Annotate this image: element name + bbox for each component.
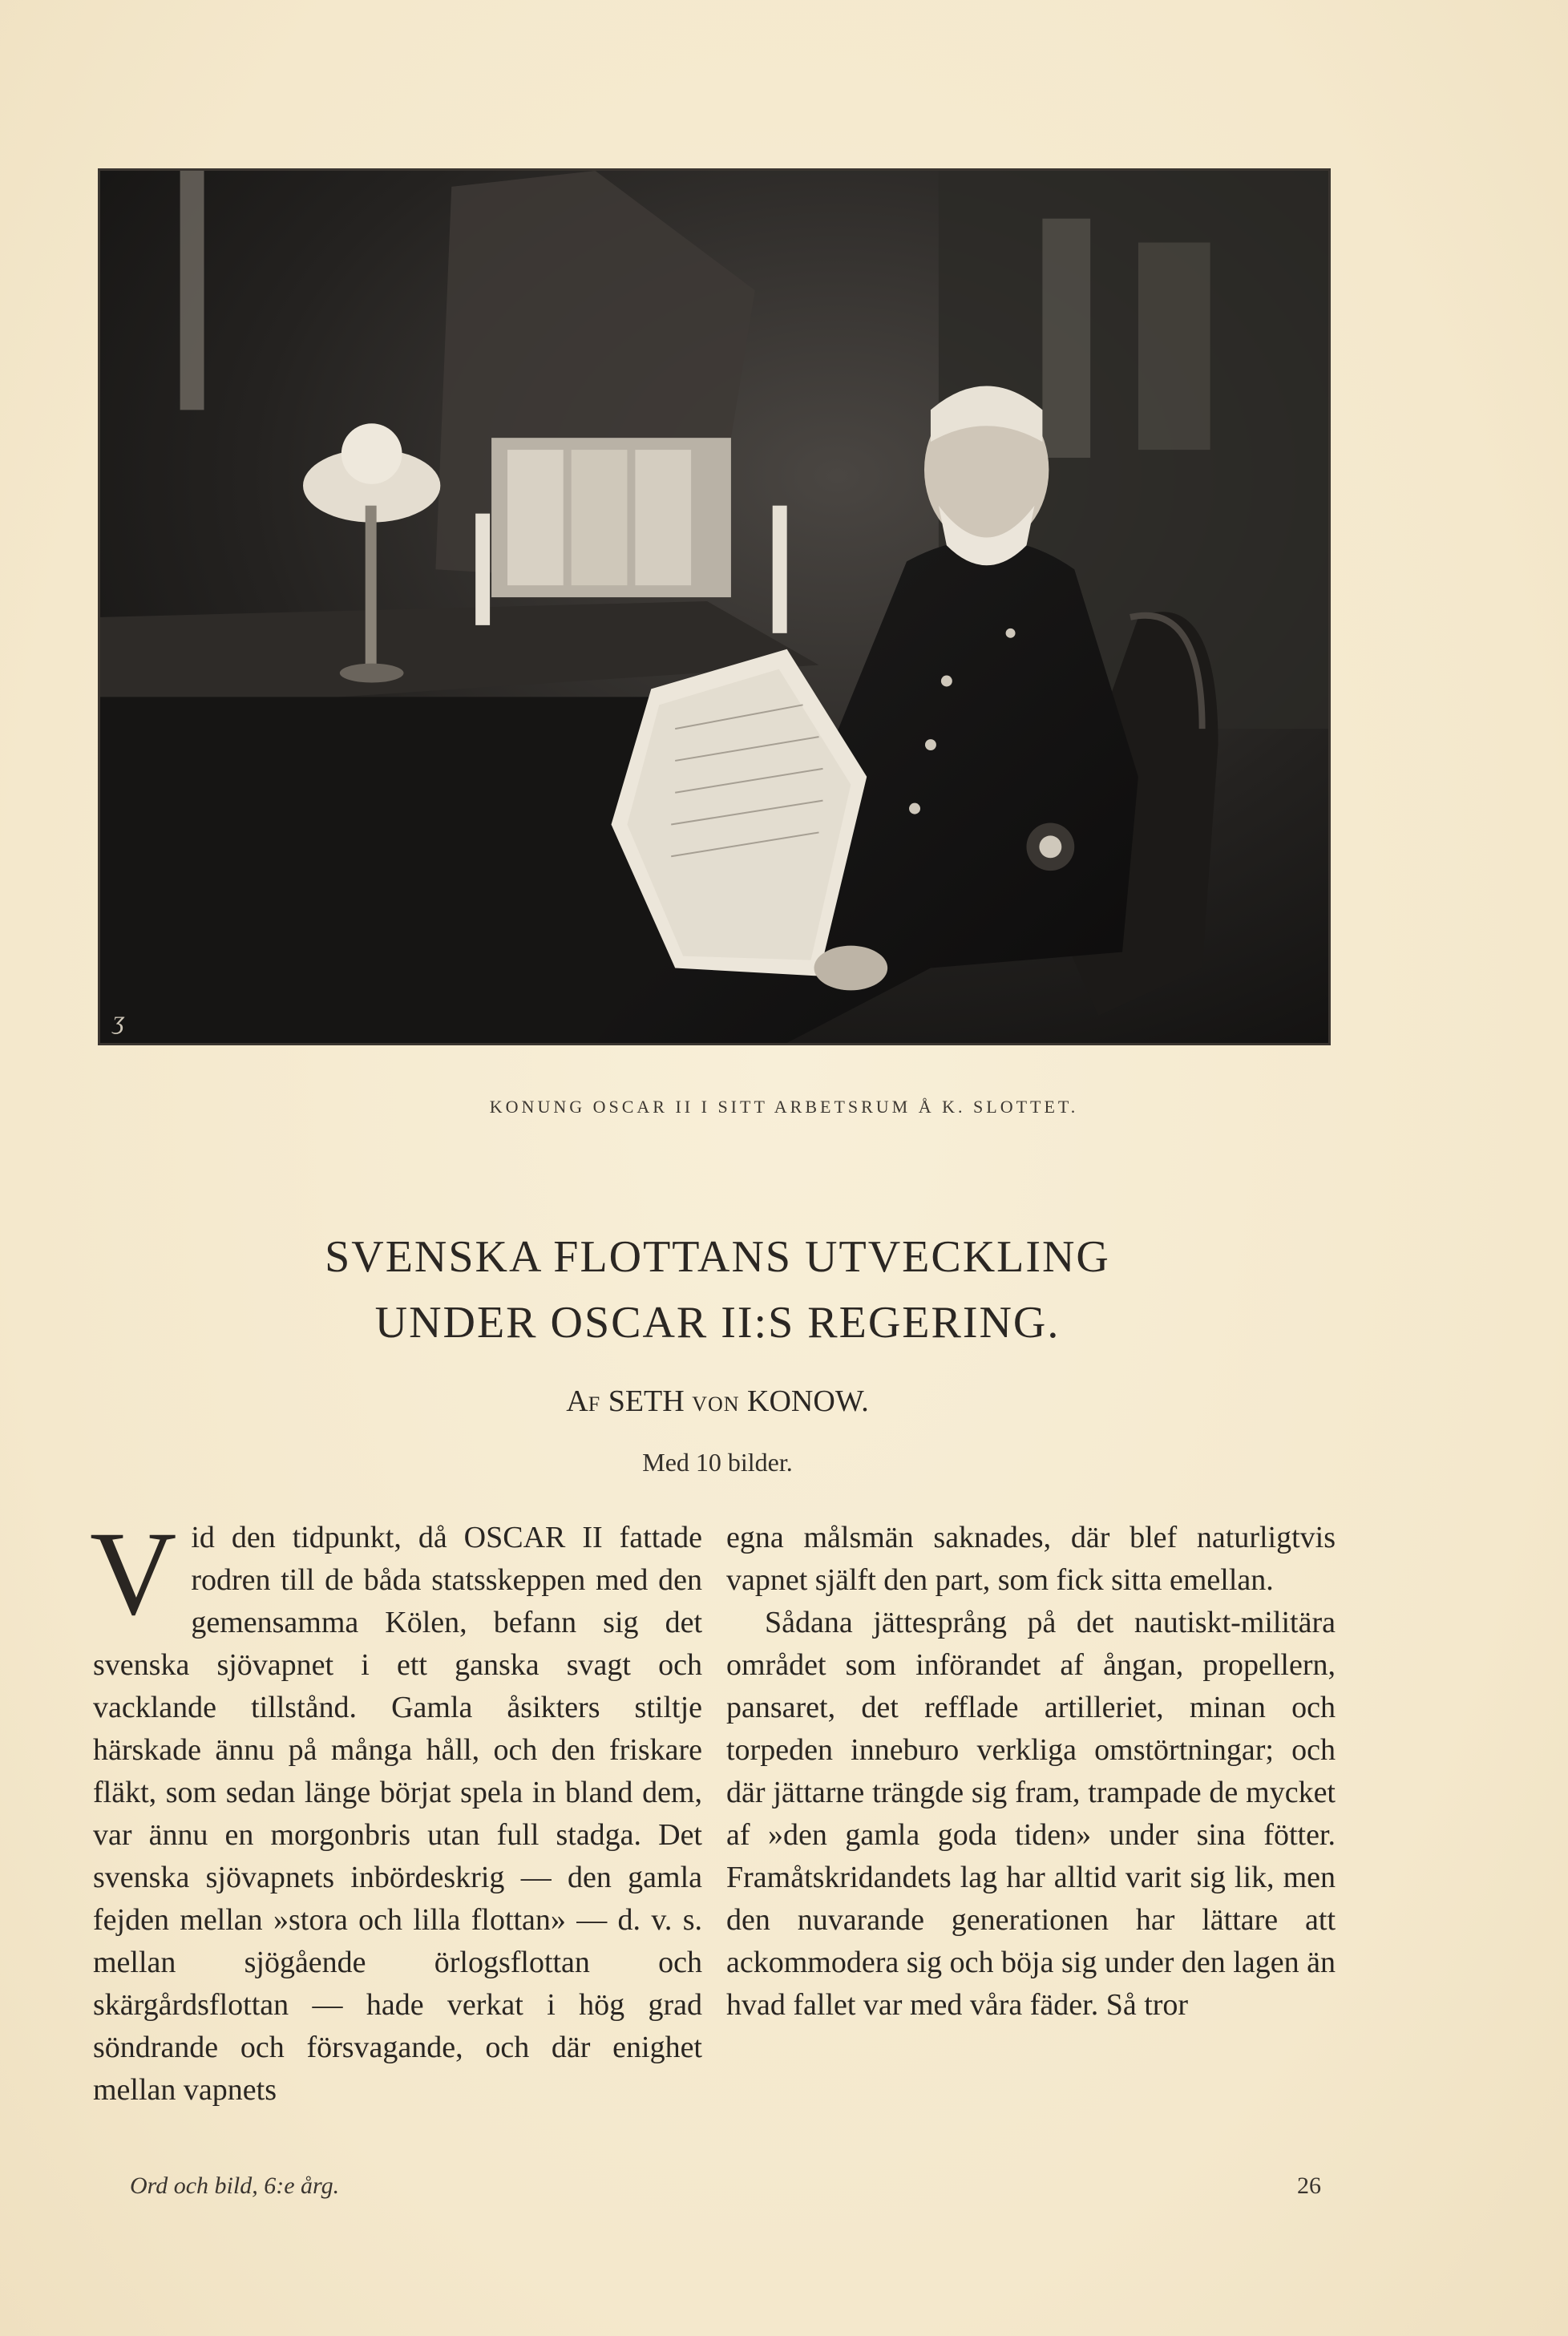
drop-cap: V: [90, 1507, 177, 1640]
photograph-king-oscar-ii: [98, 168, 1331, 1045]
body-column-right: [726, 1517, 1336, 2027]
illustration-note: Med 10 bilder.: [642, 1448, 793, 1477]
photo-caption: KONUNG OSCAR II I SITT ARBETSRUM Å K. SLOTTET.: [489, 1097, 1079, 1117]
page-number: 26: [1297, 2172, 1321, 2199]
body-paragraph: id den tidpunkt, då OSCAR II fattade rodren till de båda statsskeppen med den gemensamma Kölen, befann sig det svenska sjövapnet i ett ganska svagt och vacklande tillstånd. Gamla åsikters stiltje härskade ännu på många håll, och den friskare fläkt, som sedan länge börjat spela in bland dem, var ännu en morgonbris utan full stadga. Det svenska sjövapnets inbördeskrig — den gamla fejden mellan »stora och lilla flottan» — d. v. s. mellan sjögående örlogsflottan och skärgårdsflottan — hade verkat i hög grad söndrande och försvagande, och där enighet mellan vapnets: [93, 1521, 702, 2107]
body-paragraph: egna målsmän saknades, där blef naturligtvis vapnet själft den part, som fick sitta emellan.: [726, 1521, 1336, 1597]
byline: [0, 1384, 1435, 1419]
byline-prefix-a: A: [566, 1384, 588, 1418]
engraver-monogram: ʒ: [113, 1005, 125, 1034]
byline-name-first: SETH: [608, 1384, 685, 1418]
body-column-left: [90, 1507, 702, 2112]
byline-von: VON: [692, 1392, 740, 1416]
byline-name-last: KONOW.: [747, 1384, 869, 1418]
journal-signature: Ord och bild, 6:e årg.: [130, 2172, 340, 2199]
byline-prefix-f: F: [588, 1392, 601, 1416]
article-title-line-2: UNDER OSCAR II:S REGERING.: [374, 1298, 1061, 1348]
photograph-image: [100, 171, 1328, 1043]
body-paragraph: Sådana jättesprång på det nautiskt-militära området som införandet af ångan, propellern, pansaret, det refflade artilleriet, minan och torpeden inneburo verkliga omstörtningar; och där jättarne trängde sig fram, trampade de mycket af »den gamla goda tiden» under sina fötter. Framåtskridandets lag har alltid varit sig lik, men den nuvarande generationen har lättare att ackommodera sig och böja sig under den lagen än hvad fallet var med våra fäder. Så tror: [726, 1606, 1336, 2022]
article-title-line-1: SVENSKA FLOTTANS UTVECKLING: [325, 1232, 1110, 1282]
